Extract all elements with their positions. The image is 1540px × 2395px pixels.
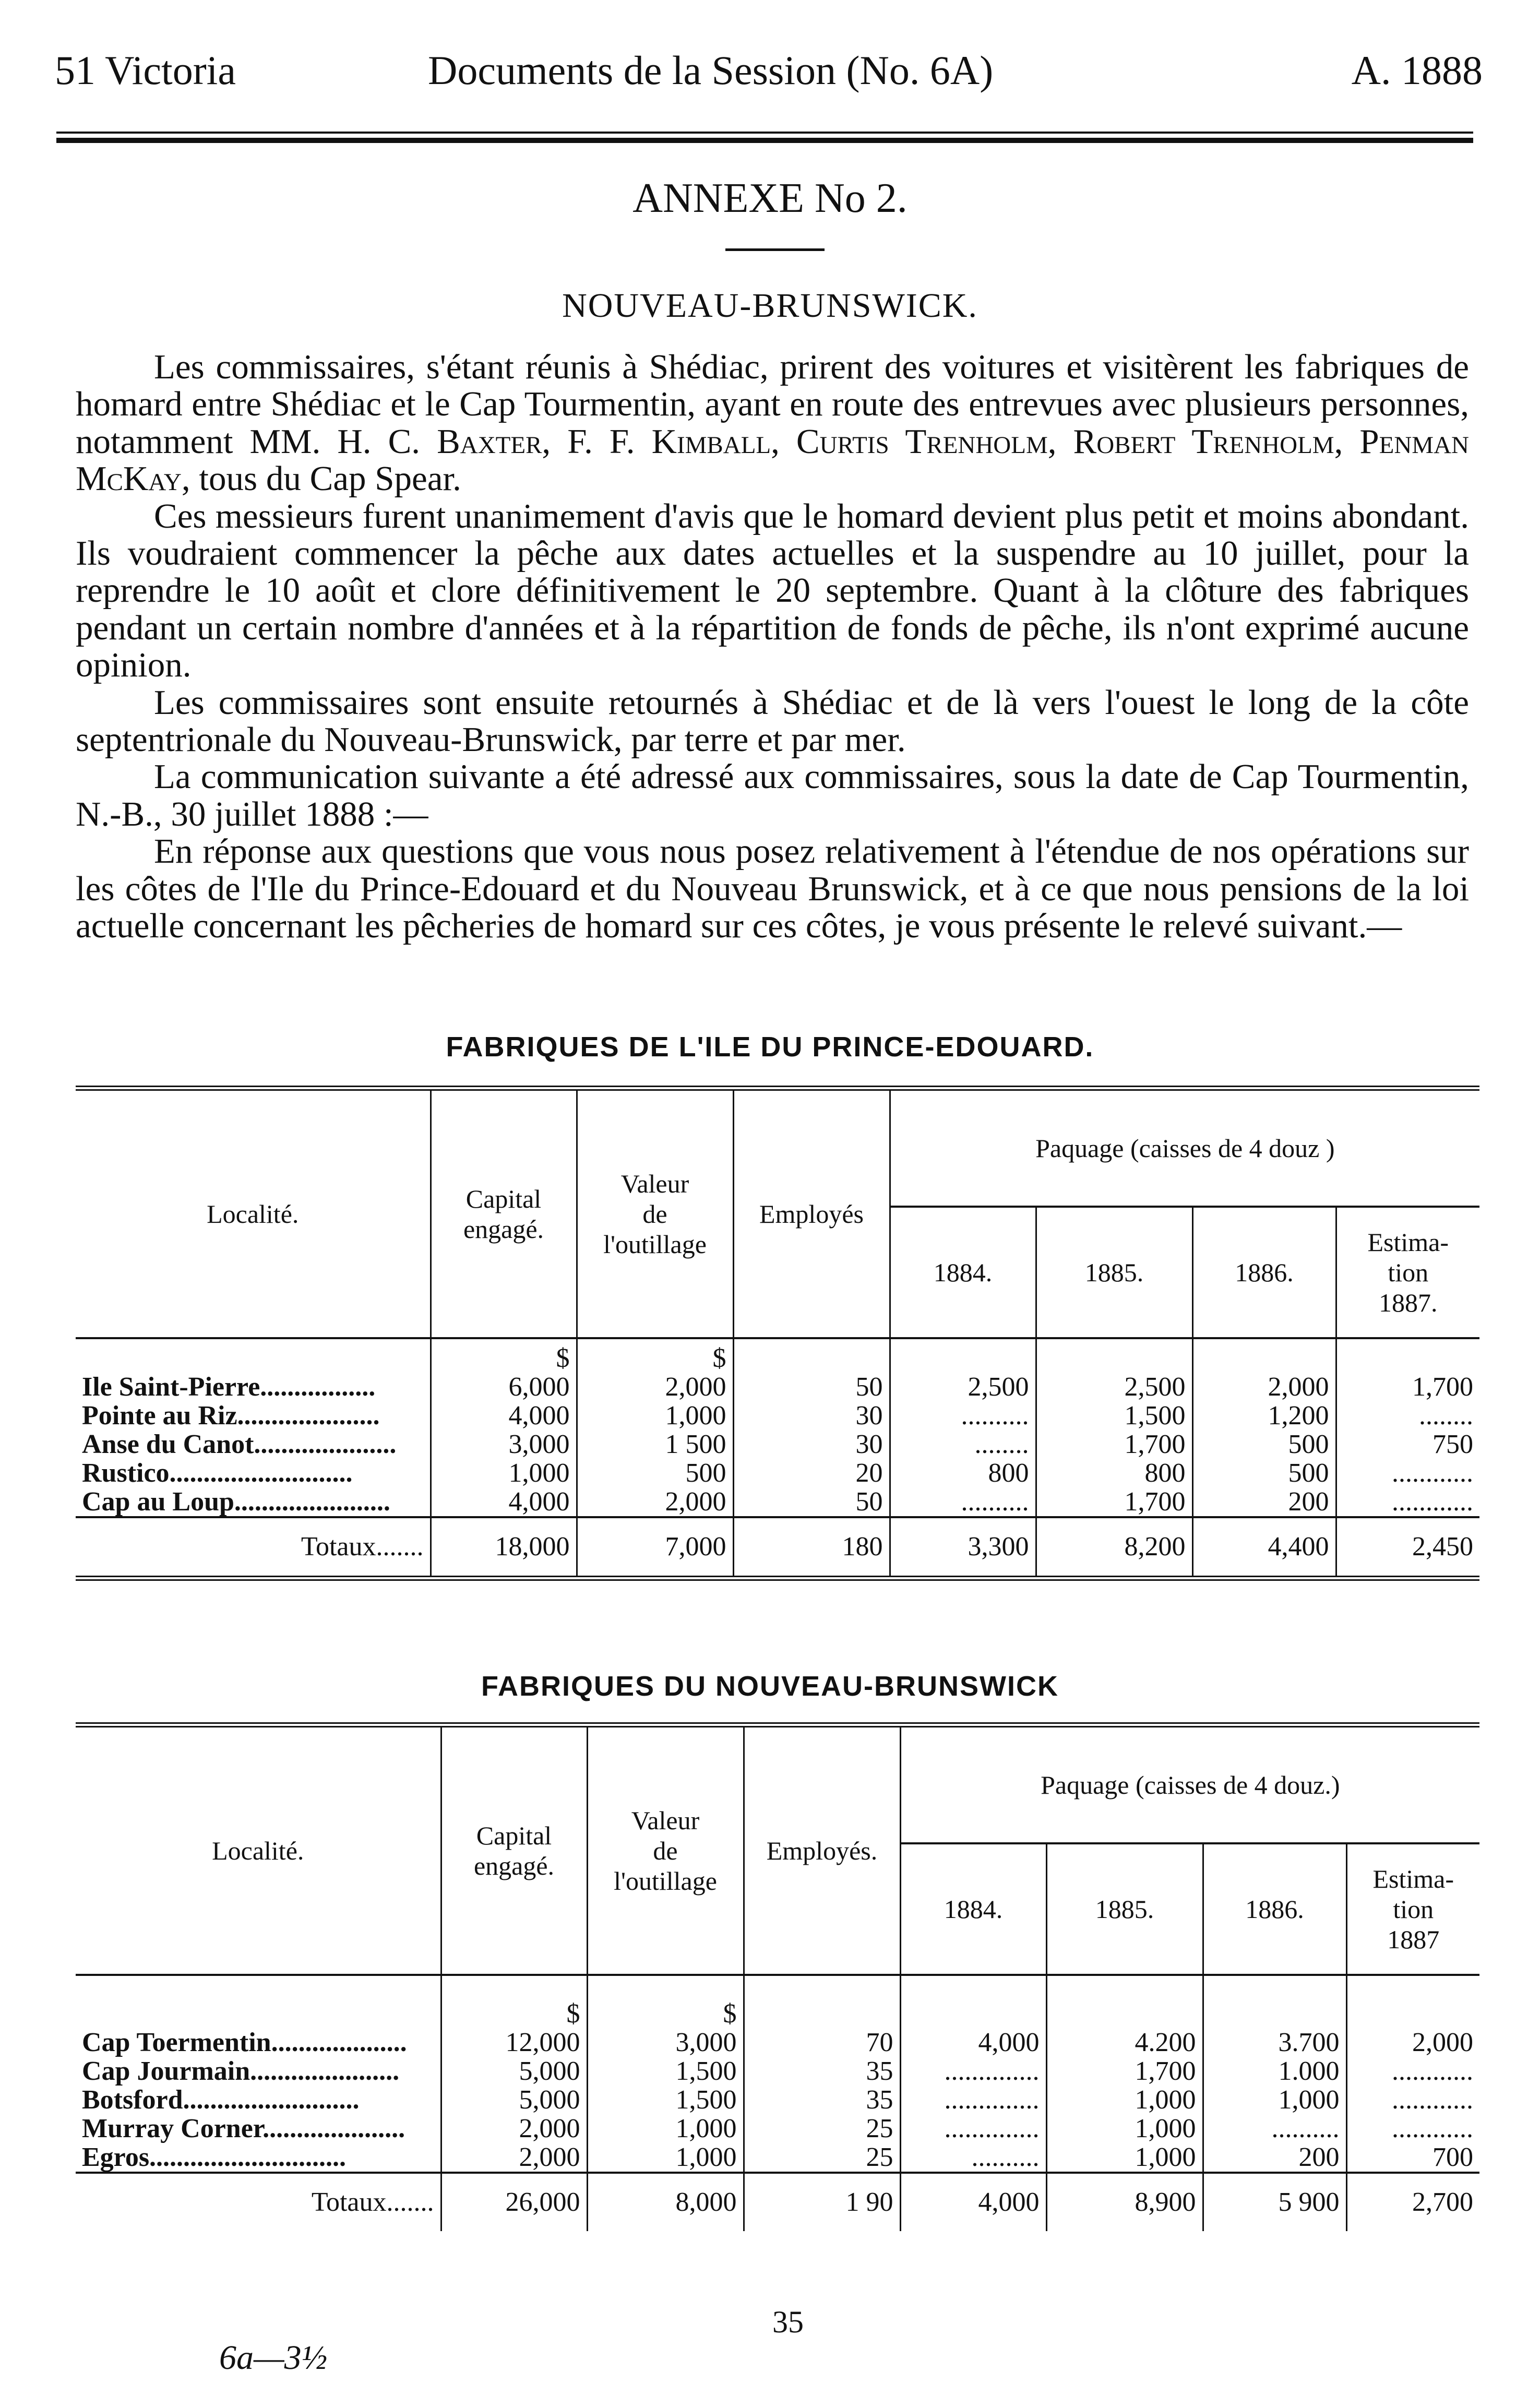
cell-estimation: ............ (1336, 1487, 1479, 1517)
cell-1884: 2,500 (890, 1373, 1036, 1401)
cell-1886: .......... (1203, 2114, 1346, 2143)
table-row (76, 1430, 1479, 1459)
cell-1885: 1,000 (1046, 2114, 1203, 2143)
cell-employes: 50 (733, 1373, 890, 1401)
cell-capital: 2,000 (441, 2143, 587, 2173)
col-1885: 1885. (1036, 1207, 1192, 1338)
col-localite: Localité. (207, 1199, 299, 1229)
paragraph-3: Les commissaires sont ensuite retournés à Shédiac et de là vers l'ouest le long de la côte septentrionale du Nouveau-Brunswick, par terre et par mer. (76, 683, 1469, 759)
totals-label: Totaux....... (76, 1517, 431, 1578)
cell-1884: .......... (900, 2143, 1046, 2173)
table-row (76, 1487, 1479, 1517)
cell-1886: 1,000 (1203, 2086, 1346, 2114)
cell-localite: Pointe au Riz..................... (82, 1401, 380, 1430)
cell-1885: 1,700 (1036, 1487, 1192, 1517)
col-1884: 1884. (890, 1207, 1036, 1338)
total-employes: 180 (733, 1517, 890, 1578)
paragraph-1-names: H. C. Baxter, F. F. Kimball, Curtis Trenholm, Robert Trenholm, Penman McKay, (76, 422, 1469, 498)
table-row (76, 2143, 1479, 2173)
cell-1885: 4.200 (1046, 2028, 1203, 2057)
col-paquage: Paquage (caisses de 4 douz ) (890, 1088, 1479, 1207)
cell-employes: 50 (733, 1487, 890, 1517)
cell-1885: 1,700 (1046, 2057, 1203, 2086)
annex-title: ANNEXE No 2. (632, 175, 908, 221)
cell-1886: 200 (1192, 1487, 1336, 1517)
cell-1886: 3.700 (1203, 2028, 1346, 2057)
table-row (76, 2028, 1479, 2057)
cell-localite: Cap au Loup....................... (82, 1487, 390, 1517)
cell-localite: Egros............................. (82, 2143, 347, 2172)
cell-localite: Cap Jourmain...................... (82, 2057, 400, 2086)
cell-valeur: 1,000 (587, 2143, 744, 2173)
col-estimation-line1: Estima- (1372, 1864, 1454, 1893)
col-1886: 1886. (1203, 1843, 1346, 1975)
table-row (76, 1373, 1479, 1401)
cell-localite: Botsford.......................... (82, 2086, 360, 2114)
cell-estimation: 750 (1336, 1430, 1479, 1459)
col-capital: Capital engagé. (441, 1725, 587, 1975)
cell-capital: 4,000 (431, 1401, 577, 1430)
cell-valeur: 1,500 (587, 2086, 744, 2114)
table-row (76, 2086, 1479, 2114)
header-rule-top (56, 132, 1473, 134)
title-divider (725, 248, 825, 251)
col-estimation (1336, 1207, 1479, 1338)
table-totals-row (76, 2173, 1479, 2231)
cell-valeur: 3,000 (587, 2028, 744, 2057)
cell-1884: 4,000 (900, 2028, 1046, 2057)
cell-capital: 5,000 (441, 2057, 587, 2086)
cell-estimation: ............ (1346, 2114, 1479, 2143)
region-title: NOUVEAU-BRUNSWICK. (562, 287, 978, 325)
col-valeur (587, 1725, 744, 1975)
cell-estimation: ............ (1346, 2086, 1479, 2114)
cell-valeur: 1,500 (587, 2057, 744, 2086)
col-estimation-line3: 1887. (1379, 1288, 1438, 1317)
cell-1884: .......... (890, 1401, 1036, 1430)
paragraph-1 (76, 349, 1469, 498)
page-number: 35 (772, 2305, 804, 2339)
cell-employes: 25 (744, 2143, 900, 2173)
total-1885: 8,200 (1036, 1517, 1192, 1578)
cell-localite: Rustico........................... (82, 1459, 353, 1487)
cell-estimation: 700 (1346, 2143, 1479, 2173)
total-estimation: 2,450 (1336, 1517, 1479, 1578)
cell-employes: 70 (744, 2028, 900, 2057)
col-paquage: Paquage (caisses de 4 douz.) (900, 1725, 1479, 1843)
cell-1885: 2,500 (1036, 1373, 1192, 1401)
cell-capital: 2,000 (441, 2114, 587, 2143)
cell-1886: 2,000 (1192, 1373, 1336, 1401)
table-pei (76, 1086, 1479, 1584)
table-row (76, 1459, 1479, 1487)
cell-valeur: 1,000 (587, 2114, 744, 2143)
paragraph-2: Ces messieurs furent unanimement d'avis que le homard devient plus petit et moins abondant. Ils voudraient commencer la pêche aux dates actuelles et la suspendre au 10 juillet, pour la reprendre le 10 août et clore définitivement le 20 septembre. Quant à la clôture des fabriques pendant un certain nombre d'années et à la répartition de fonds de pêche, ils n'ont exprimé aucune opinion. (76, 496, 1469, 685)
col-valeur (577, 1088, 733, 1338)
col-valeur-line2: de (653, 1836, 678, 1865)
col-employes: Employés. (744, 1725, 900, 1975)
paragraph-5: En réponse aux questions que vous nous posez relativement à l'étendue de nos opérations sur les côtes de l'Ile du Prince-Edouard et du Nouveau Brunswick, et à ce que nous pensions de la loi actuelle concernant les pêcheries de homard sur ces côtes, je vous présente le relevé suivant.— (76, 832, 1469, 946)
cell-1886: 500 (1192, 1430, 1336, 1459)
table-totals-row (76, 1517, 1479, 1578)
cell-1886: 1.000 (1203, 2057, 1346, 2086)
cell-estimation: ............ (1346, 2057, 1479, 2086)
total-1884: 4,000 (900, 2173, 1046, 2231)
paragraph-1-start: Les commissaires, s'étant réunis à Shédiac, prirent des voitures et visitèrent les fabriques de homard entre Shédiac et le Cap Tourmentin, ayant en route des entrevues avec plusieurs personnes, notamment MM. (76, 348, 1469, 461)
cell-localite: Cap Toermentin.................... (82, 2028, 407, 2057)
col-1885: 1885. (1046, 1843, 1203, 1975)
col-1886: 1886. (1192, 1207, 1336, 1338)
cell-localite: Ile Saint-Pierre................. (82, 1373, 376, 1401)
cell-1884: .......... (890, 1487, 1036, 1517)
table-nb-header-row (76, 1725, 1479, 1843)
cell-1884: ........ (890, 1430, 1036, 1459)
cell-1885: 800 (1036, 1459, 1192, 1487)
cell-estimation: 2,000 (1346, 2028, 1479, 2057)
header-year: A. 1888 (1351, 47, 1483, 93)
cell-capital: 6,000 (431, 1373, 577, 1401)
col-valeur-line2: de (642, 1199, 667, 1229)
cell-valeur: 1 500 (577, 1430, 733, 1459)
col-estimation-line2: tion (1388, 1258, 1429, 1287)
cell-valeur: 2,000 (577, 1373, 733, 1401)
table-row (76, 2114, 1479, 2143)
cell-1885: 1,000 (1046, 2086, 1203, 2114)
totals-label: Totaux....... (76, 2173, 441, 2231)
cell-1885: 1,700 (1036, 1430, 1192, 1459)
signature-mark: 6a—3½ (219, 2339, 328, 2377)
cell-valeur: 2,000 (577, 1487, 733, 1517)
cell-localite: Murray Corner..................... (82, 2114, 405, 2143)
cell-1885: 1,000 (1046, 2143, 1203, 2173)
col-1884: 1884. (900, 1843, 1046, 1975)
cell-1884: .............. (900, 2057, 1046, 2086)
col-employes: Employés (733, 1088, 890, 1338)
table-row (76, 2057, 1479, 2086)
col-localite: Localité. (212, 1836, 304, 1865)
col-valeur-line3: l'outillage (614, 1866, 717, 1896)
cell-capital: 5,000 (441, 2086, 587, 2114)
body-text (76, 349, 1469, 945)
cell-capital: 1,000 (431, 1459, 577, 1487)
cell-1886: 500 (1192, 1459, 1336, 1487)
cell-employes: 20 (733, 1459, 890, 1487)
total-1885: 8,900 (1046, 2173, 1203, 2231)
col-valeur-line1: Valeur (620, 1169, 689, 1198)
col-valeur-line1: Valeur (631, 1806, 700, 1835)
col-estimation-line3: 1887 (1387, 1925, 1440, 1954)
cell-valeur: 500 (577, 1459, 733, 1487)
cell-1884: 800 (890, 1459, 1036, 1487)
col-estimation (1346, 1843, 1479, 1975)
col-estimation-line1: Estima- (1367, 1228, 1449, 1257)
currency-symbol: $ (441, 1975, 587, 2028)
total-1886: 5 900 (1203, 2173, 1346, 2231)
cell-1885: 1,500 (1036, 1401, 1192, 1430)
currency-symbol: $ (577, 1338, 733, 1373)
col-estimation-line2: tion (1393, 1894, 1434, 1924)
cell-1886: 200 (1203, 2143, 1346, 2173)
cell-estimation: ........ (1336, 1401, 1479, 1430)
table-nb-caption: FABRIQUES DU NOUVEAU-BRUNSWICK (481, 1671, 1059, 1702)
total-valeur: 8,000 (587, 2173, 744, 2231)
paragraph-1-end: tous du Cap Spear. (190, 459, 461, 498)
total-1886: 4,400 (1192, 1517, 1336, 1578)
total-valeur: 7,000 (577, 1517, 733, 1578)
header-rule-bottom (56, 138, 1473, 143)
cell-capital: 4,000 (431, 1487, 577, 1517)
cell-employes: 35 (744, 2086, 900, 2114)
total-employes: 1 90 (744, 2173, 900, 2231)
total-estimation: 2,700 (1346, 2173, 1479, 2231)
col-capital: Capital engagé. (431, 1088, 577, 1338)
cell-1884: .............. (900, 2086, 1046, 2114)
table-pei-header-row (76, 1088, 1479, 1207)
cell-1884: .............. (900, 2114, 1046, 2143)
cell-employes: 35 (744, 2057, 900, 2086)
total-1884: 3,300 (890, 1517, 1036, 1578)
cell-employes: 25 (744, 2114, 900, 2143)
table-pei-caption: FABRIQUES DE L'ILE DU PRINCE-EDOUARD. (446, 1031, 1094, 1063)
total-capital: 18,000 (431, 1517, 577, 1578)
table-row (76, 1401, 1479, 1430)
cell-estimation: 1,700 (1336, 1373, 1479, 1401)
cell-employes: 30 (733, 1401, 890, 1430)
col-valeur-line3: l'outillage (603, 1230, 707, 1259)
currency-symbol: $ (431, 1338, 577, 1373)
cell-capital: 3,000 (431, 1430, 577, 1459)
cell-capital: 12,000 (441, 2028, 587, 2057)
currency-symbol: $ (587, 1975, 744, 2028)
table-nb (76, 1722, 1479, 2231)
cell-employes: 30 (733, 1430, 890, 1459)
cell-1886: 1,200 (1192, 1401, 1336, 1430)
paragraph-4: La communication suivante a été adressé aux commissaires, sous la date de Cap Tourmentin, N.-B., 30 juillet 1888 :— (76, 757, 1469, 833)
cell-localite: Anse du Canot..................... (82, 1430, 397, 1459)
header-volume: 51 Victoria (55, 47, 236, 93)
cell-valeur: 1,000 (577, 1401, 733, 1430)
total-capital: 26,000 (441, 2173, 587, 2231)
cell-estimation: ............ (1336, 1459, 1479, 1487)
header-title: Documents de la Session (No. 6A) (428, 47, 994, 93)
